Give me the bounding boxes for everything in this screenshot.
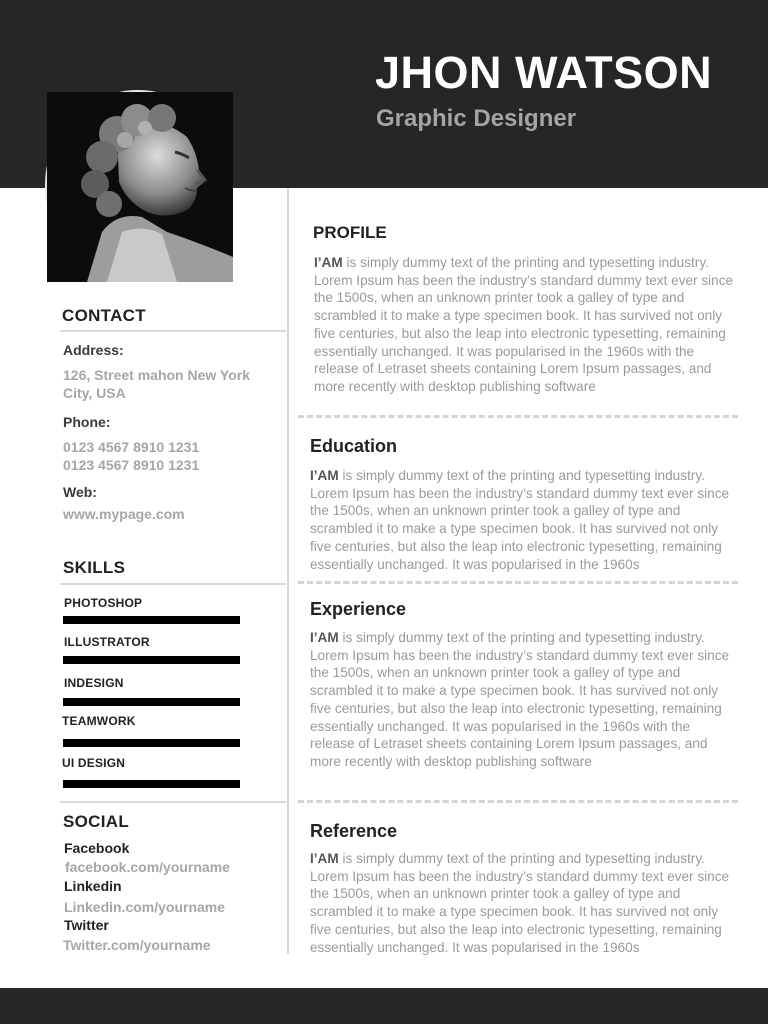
skill-name-photoshop: PHOTOSHOP <box>64 596 143 610</box>
education-intro-bold: I’AM <box>310 468 339 483</box>
phone-label: Phone: <box>63 414 111 430</box>
skill-bar-illustrator <box>63 656 240 664</box>
twitter-link[interactable]: Twitter.com/yourname <box>63 937 211 953</box>
portrait-statue-image <box>47 92 233 282</box>
web-link[interactable]: www.mypage.com <box>63 506 185 522</box>
reference-body: is simply dummy text of the printing and typesetting industry. Lorem Ipsum has been the industry’s standard dummy text ever since the 1500s, when an unknown printer took a galley of type and scrambled it to make a type specimen book. It has survived not only five centuries, but also the leap into electronic typesetting, remaining essentially unchanged. It was popularised in the 1960s <box>310 851 730 955</box>
facebook-link[interactable]: facebook.com/yourname <box>65 859 230 875</box>
person-name: JHON WATSON <box>375 47 713 98</box>
section-divider-1 <box>298 415 738 418</box>
section-divider-3 <box>298 800 738 803</box>
reference-heading: Reference <box>310 821 398 841</box>
skills-heading: SKILLS <box>63 558 126 577</box>
skill-name-illustrator: ILLUSTRATOR <box>64 635 150 649</box>
twitter-label: Twitter <box>64 917 109 933</box>
address-line-2: City, USA <box>63 385 126 401</box>
social-heading: SOCIAL <box>63 812 130 831</box>
footer-band <box>0 988 768 1024</box>
skill-name-ui-design: UI DESIGN <box>62 756 126 770</box>
address-line-1: 126, Street mahon New York <box>63 367 250 383</box>
profile-body: is simply dummy text of the printing and typesetting industry. Lorem Ipsum has been the industry’s standard dummy text ever since the 1500s, when an unknown printer took a galley of type and scrambled it to make a type specimen book. It has survived not only five centuries, but also the leap into electronic typesetting, remaining essentially unchanged. It was popularised in the 1960s with the release of Letraset sheets containing Lorem Ipsum passages, and more recently with desktop publishing software <box>314 255 734 394</box>
linkedin-label: Linkedin <box>64 878 122 894</box>
avatar <box>45 90 231 280</box>
phone-1: 0123 4567 8910 1231 <box>63 439 200 455</box>
experience-body: is simply dummy text of the printing and typesetting industry. Lorem Ipsum has been the industry’s standard dummy text ever since the 1500s, when an unknown printer took a galley of type and scrambled it to make a type specimen book. It has survived not only five centuries, but also the leap into electronic typesetting, remaining essentially unchanged. It was popularised in the 1960s with the release of Letraset sheets containing Lorem Ipsum passages, and more recently with desktop publishing software <box>310 630 730 769</box>
profile-heading: PROFILE <box>313 223 387 242</box>
contact-heading: CONTACT <box>62 306 146 325</box>
skill-name-teamwork: TEAMWORK <box>62 714 136 728</box>
skill-bar-photoshop <box>63 616 240 624</box>
profile-text <box>314 254 734 398</box>
reference-text <box>310 850 730 958</box>
social-rule-top <box>60 801 286 803</box>
contact-rule <box>60 330 286 332</box>
experience-text <box>310 629 730 773</box>
job-title: Graphic Designer <box>376 105 577 132</box>
address-label: Address: <box>63 342 124 358</box>
column-divider <box>287 188 289 954</box>
skills-rule <box>60 583 286 585</box>
education-text <box>310 467 730 572</box>
web-label: Web: <box>63 484 97 500</box>
education-body: is simply dummy text of the printing and typesetting industry. Lorem Ipsum has been the industry’s standard dummy text ever since the 1500s, when an unknown printer took a galley of type and scrambled it to make a type specimen book. It has survived not only five centuries, but also the leap into electronic typesetting, remaining essentially unchanged. It was popularised in the 1960s <box>310 468 730 572</box>
skill-name-indesign: INDESIGN <box>64 676 124 690</box>
skill-bar-teamwork <box>63 739 240 747</box>
facebook-label: Facebook <box>64 840 130 856</box>
experience-heading: Experience <box>310 599 407 619</box>
education-heading: Education <box>310 436 398 456</box>
experience-intro-bold: I’AM <box>310 630 339 645</box>
profile-intro-bold: I’AM <box>314 255 343 270</box>
linkedin-link[interactable]: Linkedin.com/yourname <box>64 899 226 915</box>
skill-bar-indesign <box>63 698 240 706</box>
skill-bar-ui-design <box>63 780 240 788</box>
section-divider-2 <box>298 581 738 584</box>
phone-2: 0123 4567 8910 1231 <box>63 457 200 473</box>
reference-intro-bold: I’AM <box>310 851 339 866</box>
